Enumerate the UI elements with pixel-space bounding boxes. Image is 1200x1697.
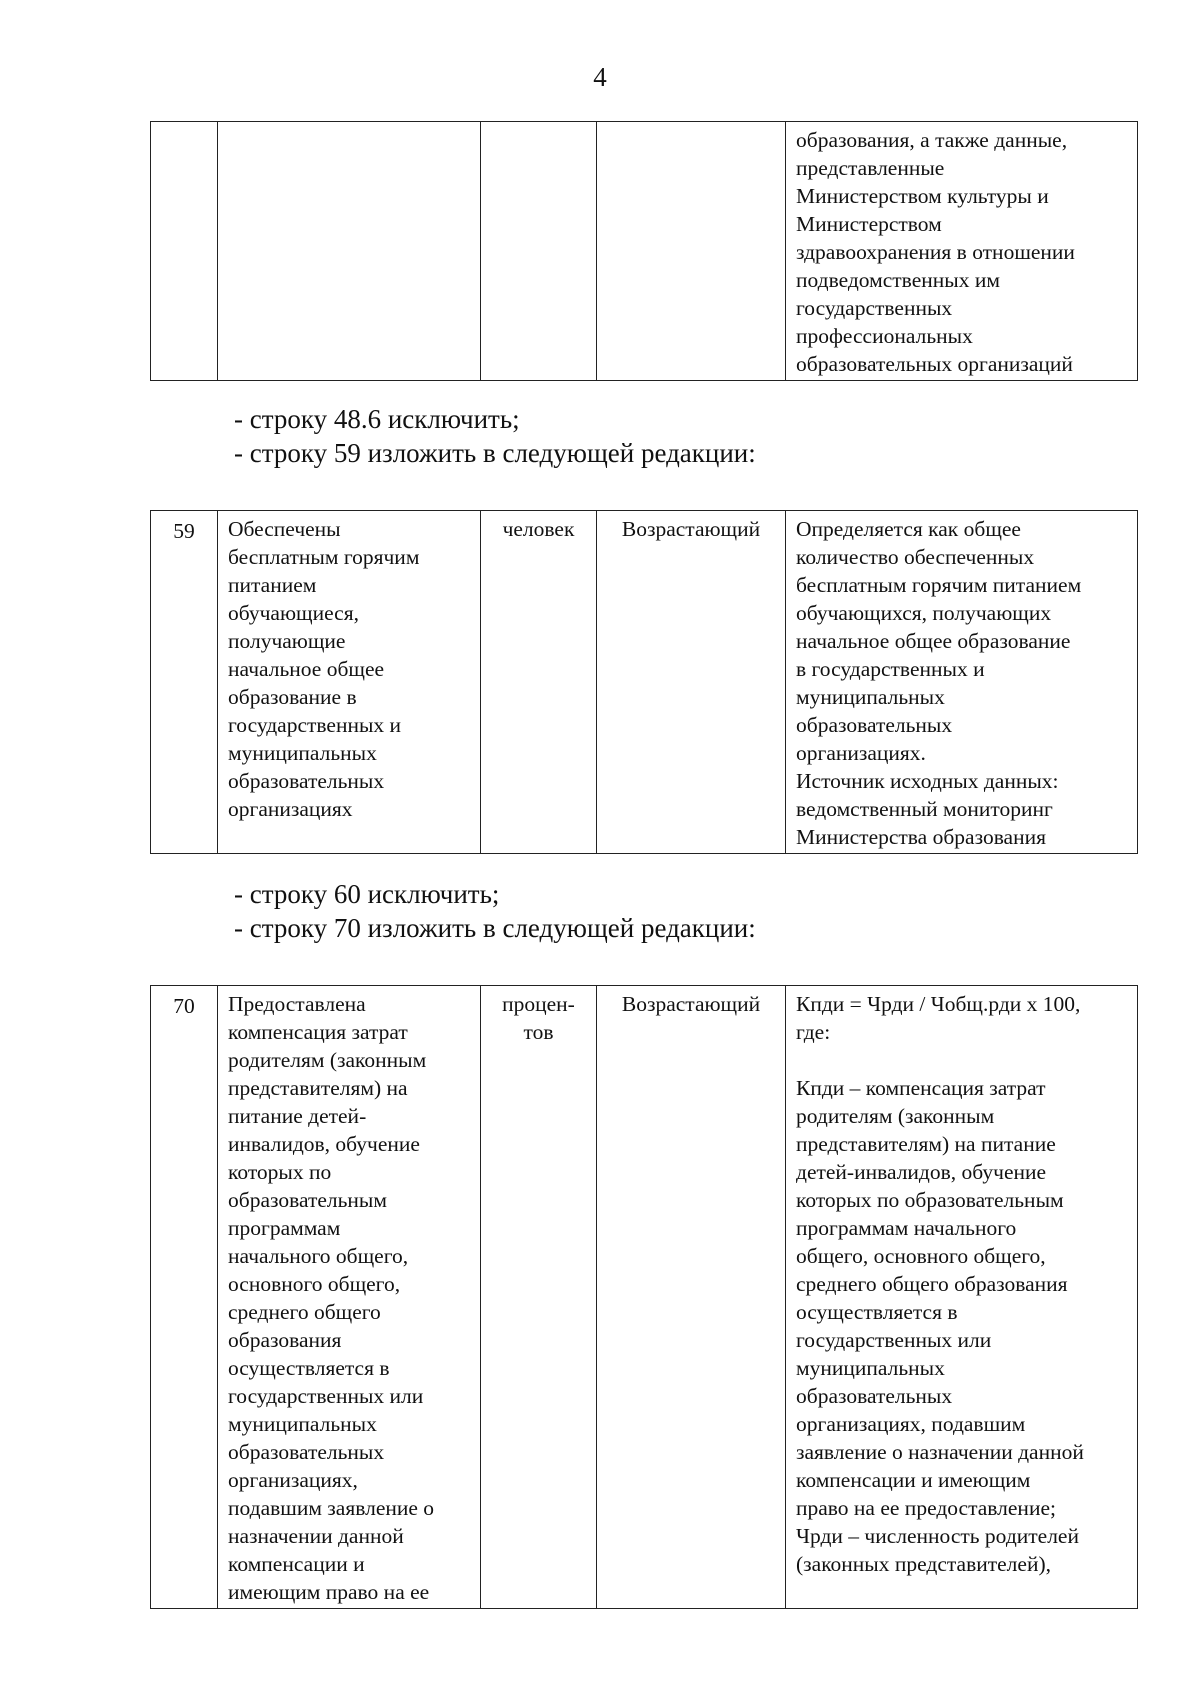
- cell-direction: [597, 122, 786, 381]
- text-line: образовательных: [228, 1440, 385, 1464]
- text-line: где:: [796, 1020, 831, 1044]
- cell-unit: [481, 122, 597, 381]
- text-line: среднего общего: [228, 1300, 381, 1324]
- text-line: осуществляется в: [228, 1356, 390, 1380]
- indicator-name: [218, 511, 481, 854]
- text-line: Кпди = Чрди / Чобщ.рди x 100,: [796, 992, 1081, 1016]
- text-line: образовательным: [228, 1188, 387, 1212]
- text-line: муниципальных: [228, 741, 377, 765]
- text-line: общего, основного общего,: [796, 1244, 1046, 1268]
- text-line: государственных и: [228, 713, 402, 737]
- text-line: бесплатным горячим: [228, 545, 420, 569]
- text-line: государственных или: [796, 1328, 992, 1352]
- text-line: начальное общее образование: [796, 629, 1071, 653]
- unit-of-measure: [481, 986, 597, 1609]
- table-row: [151, 986, 1138, 1609]
- calculation-method-text: [786, 511, 1137, 853]
- text-line: государственных: [796, 296, 953, 320]
- text-line: образовательных организаций: [796, 352, 1073, 376]
- text-line: родителям (законным: [796, 1104, 995, 1128]
- text-line: программам начального: [796, 1216, 1017, 1240]
- row-number: 70: [151, 986, 218, 1609]
- continuation-table: [150, 121, 1138, 381]
- text-line: которых по: [228, 1160, 332, 1184]
- text-line: государственных или: [228, 1384, 424, 1408]
- text-line: здравоохранения в отношении: [796, 240, 1075, 264]
- cell-name: [218, 122, 481, 381]
- text-line: компенсация затрат: [228, 1020, 408, 1044]
- text-line: право на ее предоставление;: [796, 1496, 1056, 1520]
- unit-of-measure: [481, 511, 597, 854]
- page-number: 4: [593, 62, 607, 92]
- instruction-line: - строку 59 изложить в следующей редакции:: [234, 438, 756, 468]
- text-line: образование в: [228, 685, 357, 709]
- text-line: муниципальных: [796, 685, 945, 709]
- blank-line: [796, 1046, 1127, 1074]
- text-line: назначении данной: [228, 1524, 404, 1548]
- text-line: Чрди – численность родителей: [796, 1524, 1079, 1548]
- text-line: имеющим право на ее: [228, 1580, 430, 1604]
- text-line: начальное общее: [228, 657, 385, 681]
- instruction-line: - строку 60 исключить;: [234, 879, 500, 909]
- text-line: образовательных: [796, 1384, 953, 1408]
- text-line: среднего общего образования: [796, 1272, 1068, 1296]
- calculation-method: [786, 986, 1138, 1609]
- text-line: образования, а также данные,: [796, 128, 1068, 152]
- text-line: заявление о назначении данной: [796, 1440, 1084, 1464]
- text-line: компенсации и имеющим: [796, 1468, 1031, 1492]
- calculation-method: [786, 511, 1138, 854]
- instruction-line: - строку 48.6 исключить;: [234, 404, 520, 434]
- text-line: осуществляется в: [796, 1300, 958, 1324]
- text-line: Обеспечены: [228, 517, 341, 541]
- text-line: родителям (законным: [228, 1048, 427, 1072]
- description-text: [786, 122, 1137, 380]
- text-line: профессиональных: [796, 324, 973, 348]
- text-line: инвалидов, обучение: [228, 1132, 420, 1156]
- text-line: питание детей-: [228, 1104, 367, 1128]
- row-70-table: [150, 985, 1138, 1609]
- text-line: в государственных и: [796, 657, 985, 681]
- unit-text: [481, 986, 596, 1048]
- text-line: Министерством: [796, 212, 942, 236]
- text-line: представленные: [796, 156, 945, 180]
- text-line: (законных представителей),: [796, 1552, 1051, 1576]
- text-line: образовательных: [796, 713, 953, 737]
- text-line: организациях.: [796, 741, 926, 765]
- text-line: представителям) на: [228, 1076, 408, 1100]
- formula-legend: [796, 1074, 1127, 1578]
- text-line: которых по образовательным: [796, 1188, 1064, 1212]
- calculation-method-text: [786, 986, 1137, 1580]
- unit-text: человек: [502, 517, 575, 541]
- text-line: получающие: [228, 629, 346, 653]
- direction-text: Возрастающий: [621, 517, 761, 541]
- direction: [597, 511, 786, 854]
- cell-description: [786, 122, 1138, 381]
- text-line: программам: [228, 1216, 341, 1240]
- text-line: муниципальных: [796, 1356, 945, 1380]
- text-line: образования: [228, 1328, 342, 1352]
- table-row: [151, 122, 1138, 381]
- text-line: подведомственных им: [796, 268, 1000, 292]
- text-line: количество обеспеченных: [796, 545, 1035, 569]
- text-line: организациях,: [228, 1468, 358, 1492]
- text-line: подавшим заявление о: [228, 1496, 435, 1520]
- text-line: Предоставлена: [228, 992, 366, 1016]
- indicator-name: [218, 986, 481, 1609]
- cell-number: [151, 122, 218, 381]
- indicator-name-text: [218, 986, 480, 1608]
- text-line: тов: [523, 1020, 554, 1044]
- text-line: представителям) на питание: [796, 1132, 1056, 1156]
- text-line: ведомственный мониторинг: [796, 797, 1053, 821]
- text-line: процен-: [502, 992, 575, 1016]
- text-line: организациях, подавшим: [796, 1412, 1026, 1436]
- direction-text: Возрастающий: [621, 992, 761, 1016]
- text-line: образовательных: [228, 769, 385, 793]
- text-line: питанием: [228, 573, 317, 597]
- text-line: обучающихся, получающих: [796, 601, 1052, 625]
- table-row: [151, 511, 1138, 854]
- row-number: 59: [151, 511, 218, 854]
- text-line: бесплатным горячим питанием: [796, 573, 1082, 597]
- instruction-line: - строку 70 изложить в следующей редакции:: [234, 913, 756, 943]
- text-line: Источник исходных данных:: [796, 769, 1059, 793]
- text-line: обучающиеся,: [228, 601, 359, 625]
- text-line: детей-инвалидов, обучение: [796, 1160, 1047, 1184]
- indicator-name-text: [218, 511, 480, 825]
- text-line: начального общего,: [228, 1244, 409, 1268]
- text-line: организациях: [228, 797, 353, 821]
- text-line: Министерством культуры и: [796, 184, 1049, 208]
- text-line: муниципальных: [228, 1412, 377, 1436]
- text-line: Министерства образования: [796, 825, 1047, 849]
- formula: [796, 990, 1127, 1046]
- text-line: компенсации и: [228, 1552, 365, 1576]
- direction: [597, 986, 786, 1609]
- row-59-table: [150, 510, 1138, 854]
- text-line: основного общего,: [228, 1272, 401, 1296]
- text-line: Кпди – компенсация затрат: [796, 1076, 1046, 1100]
- text-line: Определяется как общее: [796, 517, 1021, 541]
